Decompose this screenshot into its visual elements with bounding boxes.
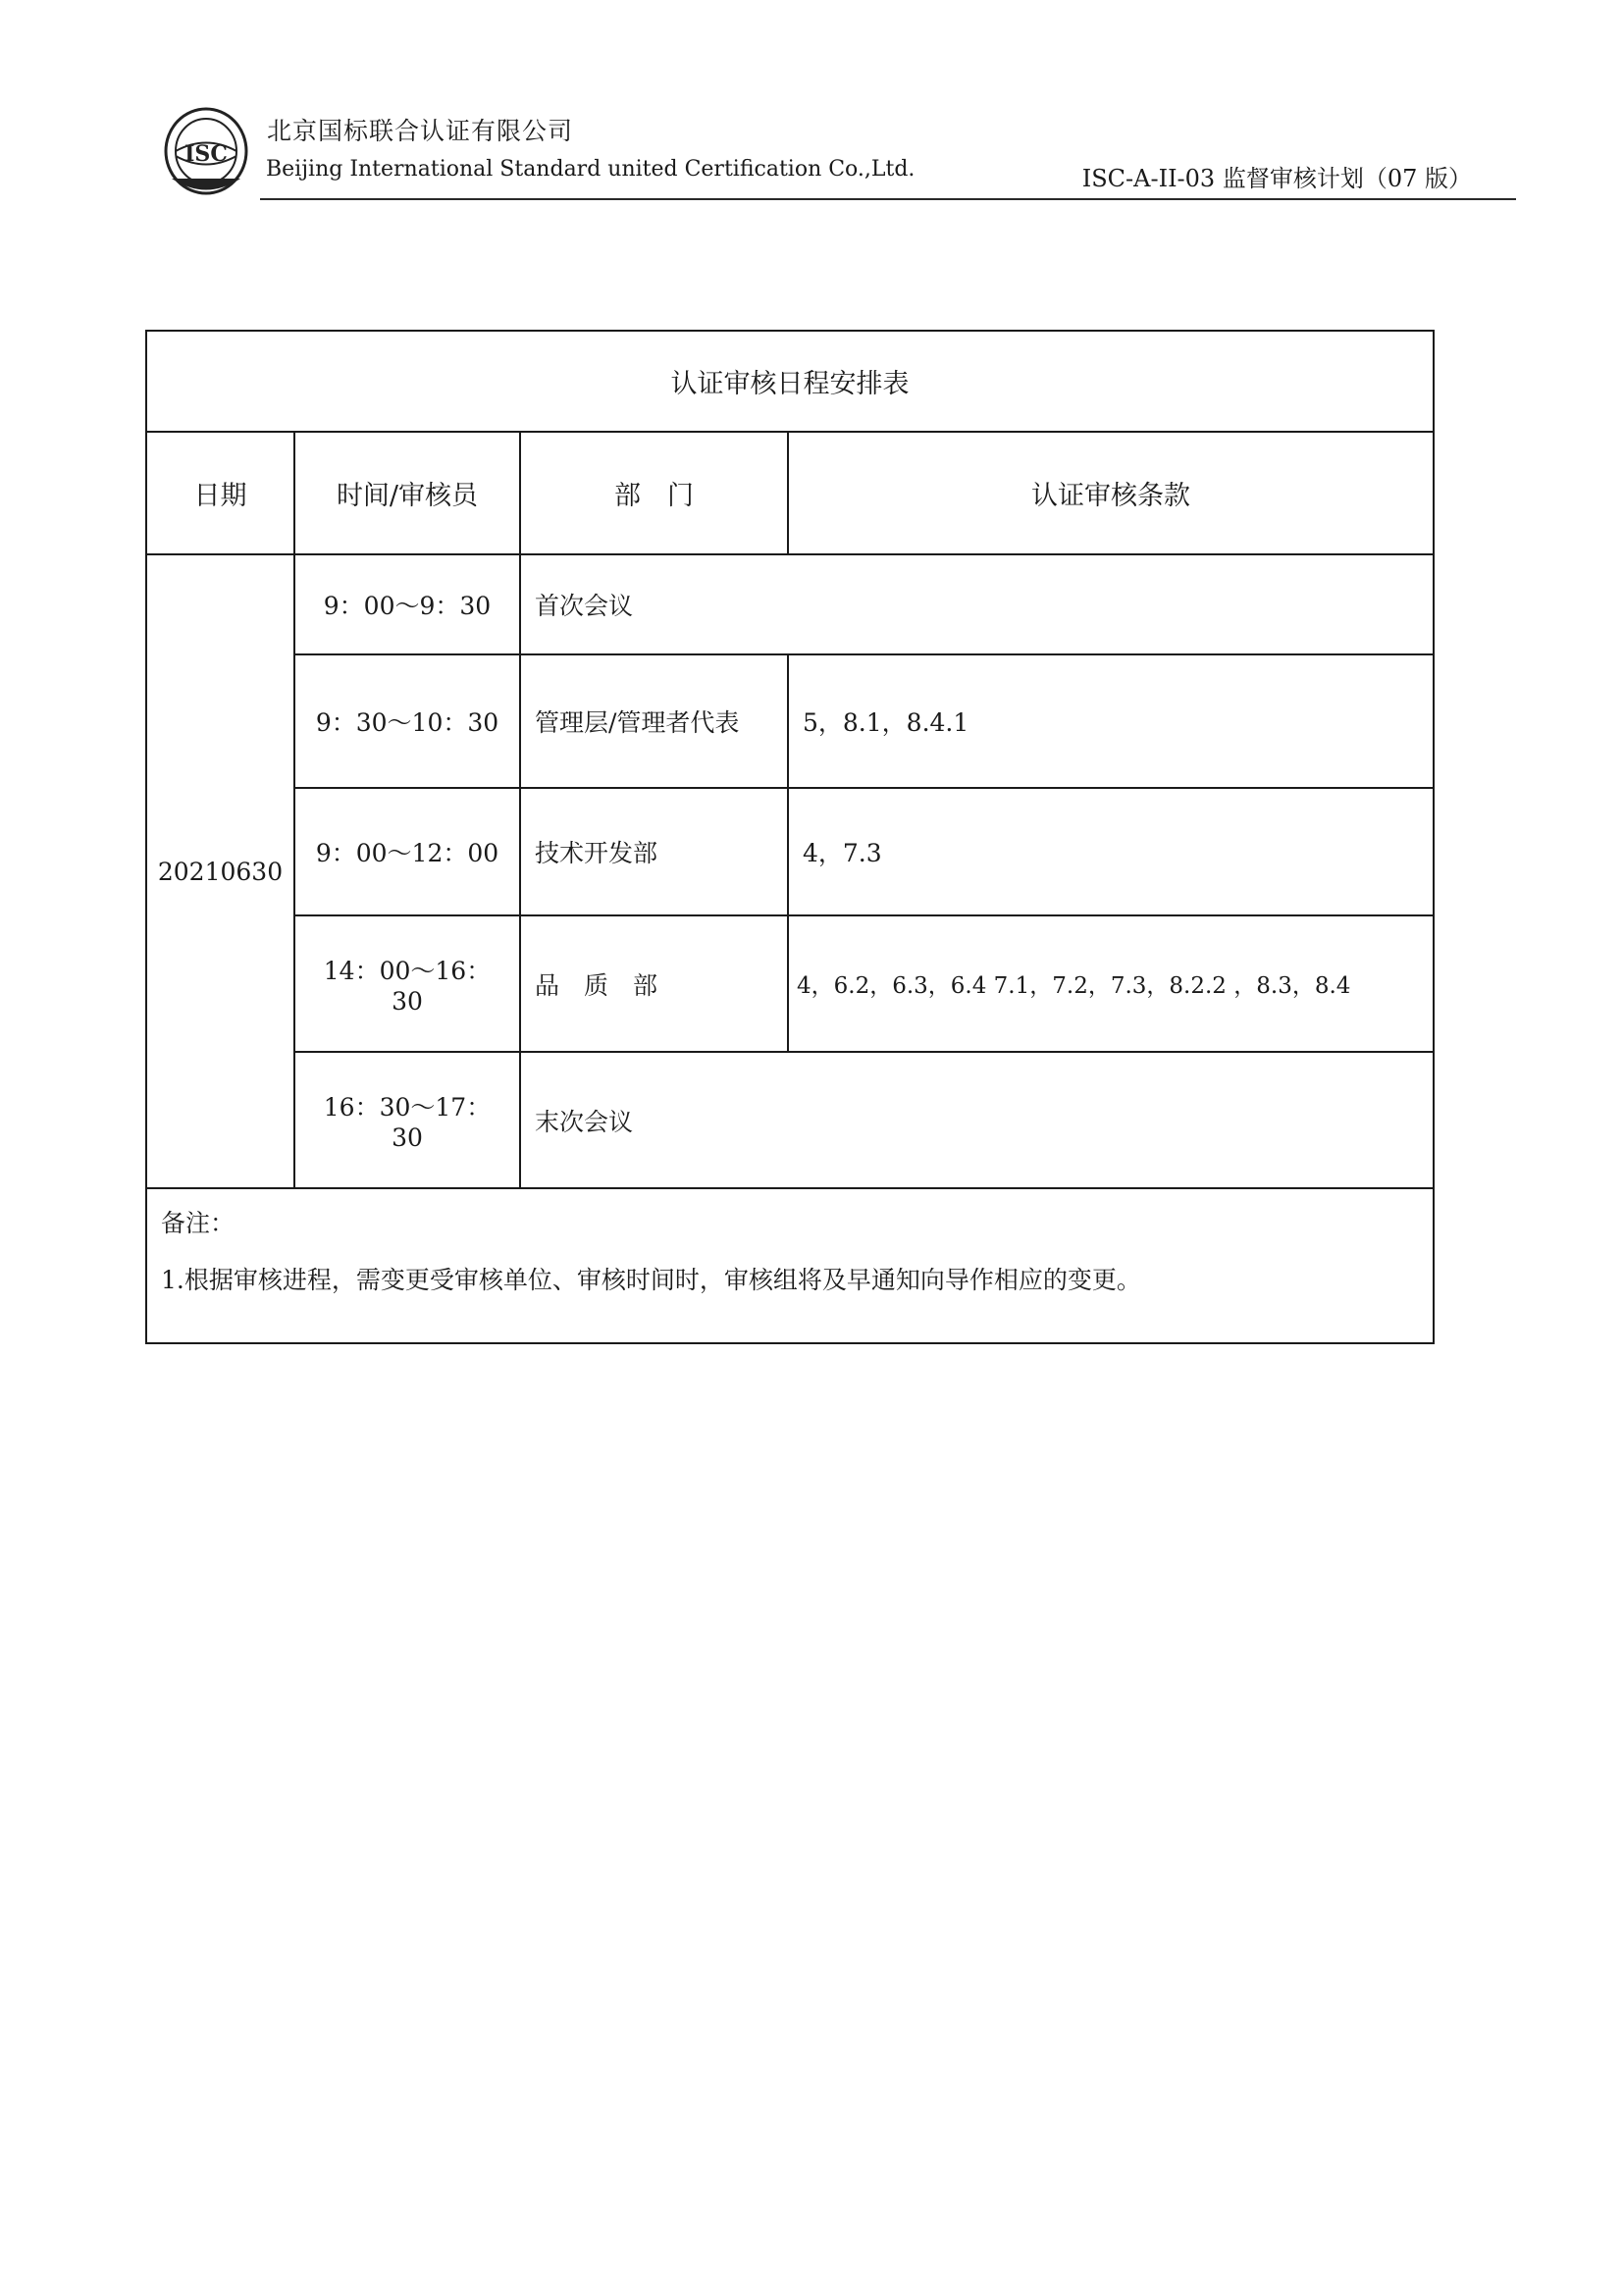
table-row: [146, 788, 1434, 915]
table-row: [146, 554, 1434, 654]
row-clauses: 4，6.2，6.3，6.4 7.1，7.2，7.3，8.2.2 ，8.3，8.4: [788, 915, 1434, 1052]
column-header-time-auditor: 时间/审核员: [294, 432, 520, 554]
row-clauses: 5，8.1，8.4.1: [788, 654, 1434, 788]
svg-text:ISC: ISC: [184, 141, 228, 167]
row-department: 末次会议: [520, 1052, 1434, 1188]
row-department: 技术开发部: [520, 788, 788, 915]
audit-schedule-table: [145, 330, 1435, 1344]
notes-cell: [146, 1188, 1434, 1343]
table-row: [146, 654, 1434, 788]
row-time: 16：30～17：30: [294, 1052, 520, 1188]
column-header-clauses: 认证审核条款: [788, 432, 1434, 554]
note-item: 1.根据审核进程，需变更受审核单位、审核时间时，审核组将及早通知向导作相应的变更。: [161, 1266, 1141, 1294]
column-header-date: 日期: [146, 432, 294, 554]
row-time: 9：00～12：00: [294, 788, 520, 915]
row-department: 品 质 部: [520, 915, 788, 1052]
company-name-en: Beijing International Standard united Certification Co.,Ltd.: [266, 157, 916, 182]
row-time: 9：00～9：30: [294, 554, 520, 654]
column-header-department: 部 门: [520, 432, 788, 554]
notes-label: 备注：: [161, 1209, 236, 1237]
table-row: [146, 1052, 1434, 1188]
table-row: [146, 915, 1434, 1052]
page-header: [162, 100, 1516, 202]
row-time: 9：30～10：30: [294, 654, 520, 788]
isc-logo-icon: [162, 105, 250, 197]
company-name-cn: 北京国标联合认证有限公司: [267, 117, 574, 145]
document-code: ISC-A-II-03 监督审核计划（07 版）: [1081, 165, 1472, 192]
row-department: 首次会议: [520, 554, 1434, 654]
row-clauses: 4，7.3: [788, 788, 1434, 915]
audit-date: 20210630: [146, 554, 294, 1188]
table-title: 认证审核日程安排表: [146, 331, 1434, 432]
row-department: 管理层/管理者代表: [520, 654, 788, 788]
header-divider: [260, 198, 1516, 200]
row-time: 14：00～16：30: [294, 915, 520, 1052]
